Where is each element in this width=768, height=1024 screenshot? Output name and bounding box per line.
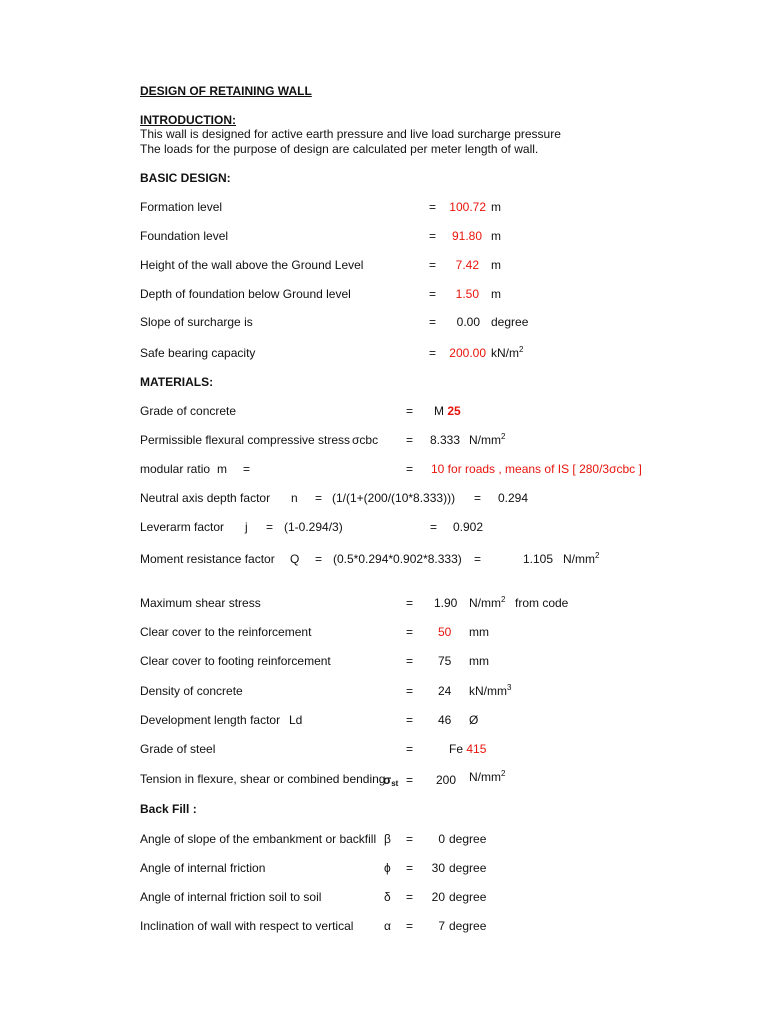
neutral-formula: (1/(1+(200/(10*8.333))) — [332, 491, 456, 505]
unit-superscript: 2 — [501, 595, 506, 604]
steel-label: Grade of steel — [140, 742, 216, 756]
alpha-value: 7 — [438, 919, 445, 933]
phi-value: 30 — [431, 861, 445, 875]
dev-unit: Ø — [469, 713, 479, 727]
equals-sign: = — [406, 654, 414, 668]
unit-text: N/mm — [469, 433, 501, 447]
phi-unit: degree — [449, 861, 487, 875]
sbc-unit — [491, 346, 523, 360]
equals-sign: = — [406, 404, 414, 418]
modular-label: modular ratio — [140, 462, 211, 476]
shear-value: 1.90 — [434, 596, 458, 610]
moment-label: Moment resistance factor — [140, 552, 275, 566]
neutral-label: Neutral axis depth factor — [140, 491, 271, 505]
basic-design-heading: BASIC DESIGN: — [140, 171, 231, 185]
equals-sign: = — [406, 462, 414, 476]
pfcs-unit — [469, 433, 505, 447]
depth-value: 1.50 — [455, 287, 479, 301]
equals-sign: = — [406, 596, 414, 610]
density-unit — [469, 684, 511, 698]
equals-sign: = — [429, 200, 437, 214]
depth-label: Depth of foundation below Ground level — [140, 287, 351, 301]
moment-value: 1.105 — [523, 552, 554, 566]
grade-number: 25 — [447, 404, 461, 418]
pfcs-value: 8.333 — [430, 433, 461, 447]
dev-symbol: Ld — [289, 713, 303, 727]
unit-superscript: 2 — [501, 769, 506, 778]
intro-line-1: This wall is designed for active earth pressure and live load surcharge pressure — [140, 127, 561, 141]
beta-value: 0 — [438, 832, 445, 846]
height-label: Height of the wall above the Ground Level — [140, 258, 364, 272]
slope-label: Slope of surcharge is — [140, 315, 253, 329]
shear-unit — [469, 596, 505, 610]
alpha-symbol: α — [384, 919, 391, 933]
equals-sign: = — [406, 773, 414, 787]
equals-sign: = — [429, 229, 437, 243]
phi-symbol: ϕ — [384, 861, 391, 875]
modular-symbol: m — [217, 462, 227, 476]
unit-text: kN/mm — [469, 684, 507, 698]
equals-sign: = — [430, 520, 438, 534]
footcover-unit: mm — [469, 654, 489, 668]
backfill-heading: Back Fill : — [140, 802, 197, 816]
beta-label: Angle of slope of the embankment or backfill — [140, 832, 377, 846]
cover-unit: mm — [469, 625, 489, 639]
equals-sign: = — [406, 713, 414, 727]
grade-concrete-label: Grade of concrete — [140, 404, 237, 418]
pfcs-label: Permissible flexural compressive stress — [140, 433, 351, 447]
delta-label: Angle of internal friction soil to soil — [140, 890, 322, 904]
beta-symbol: β — [384, 832, 391, 846]
foundation-value: 91.80 — [451, 229, 482, 243]
equals-sign: = — [315, 491, 323, 505]
foundation-unit: m — [491, 229, 501, 243]
equals-sign: = — [406, 684, 414, 698]
alpha-unit: degree — [449, 919, 487, 933]
equals-sign: = — [406, 832, 414, 846]
unit-superscript: 2 — [595, 551, 600, 560]
document-title: DESIGN OF RETAINING WALL — [140, 84, 312, 98]
equals-sign: = — [474, 552, 482, 566]
shear-label: Maximum shear stress — [140, 596, 261, 610]
steel-prefix: Fe — [449, 742, 464, 756]
equals-sign: = — [406, 742, 414, 756]
sbc-label: Safe bearing capacity — [140, 346, 256, 360]
unit-text: kN/m — [491, 346, 519, 360]
tension-symbol — [383, 773, 398, 787]
equals-sign: = — [315, 552, 323, 566]
symbol-subscript: st — [391, 779, 399, 788]
equals-sign: = — [406, 919, 414, 933]
lever-label: Leverarm factor — [140, 520, 225, 534]
equals-sign: = — [429, 287, 437, 301]
grade-prefix: M — [434, 404, 444, 418]
equals-sign: = — [243, 462, 251, 476]
footcover-label: Clear cover to footing reinforcement — [140, 654, 331, 668]
sigma-symbol: σ — [383, 773, 392, 787]
delta-unit: degree — [449, 890, 487, 904]
equals-sign: = — [406, 861, 414, 875]
sbc-value: 200.00 — [449, 346, 486, 360]
unit-superscript: 2 — [519, 345, 524, 354]
alpha-label: Inclination of wall with respect to vertical — [140, 919, 354, 933]
equals-sign: = — [474, 491, 482, 505]
height-unit: m — [491, 258, 501, 272]
dev-label: Development length factor — [140, 713, 281, 727]
unit-superscript: 3 — [507, 683, 512, 692]
equals-sign: = — [406, 433, 414, 447]
steel-value — [449, 742, 486, 756]
cover-label: Clear cover to the reinforcement — [140, 625, 312, 639]
slope-unit: degree — [491, 315, 529, 329]
formation-value: 100.72 — [449, 200, 486, 214]
slope-value: 0.00 — [456, 315, 480, 329]
equals-sign: = — [429, 258, 437, 272]
delta-symbol: δ — [384, 890, 391, 904]
tension-label: Tension in flexure, shear or combined bending — [140, 772, 386, 786]
neutral-symbol: n — [291, 491, 298, 505]
moment-formula: (0.5*0.294*0.902*8.333) — [333, 552, 462, 566]
beta-unit: degree — [449, 832, 487, 846]
cover-value: 50 — [438, 625, 452, 639]
dev-value: 46 — [438, 713, 452, 727]
tension-value: 200 — [436, 773, 457, 787]
equals-sign: = — [429, 346, 437, 360]
equals-sign: = — [406, 625, 414, 639]
grade-concrete-value — [434, 404, 461, 418]
lever-formula: (1-0.294/3) — [284, 520, 343, 534]
lever-value: 0.902 — [453, 520, 484, 534]
intro-line-2: The loads for the purpose of design are calculated per meter length of wall. — [140, 142, 539, 156]
phi-label: Angle of internal friction — [140, 861, 266, 875]
lever-symbol: j — [245, 520, 248, 534]
density-label: Density of concrete — [140, 684, 243, 698]
equals-sign: = — [266, 520, 274, 534]
tension-unit — [469, 770, 505, 784]
foundation-label: Foundation level — [140, 229, 229, 243]
moment-unit — [563, 552, 599, 566]
unit-text: N/mm — [469, 770, 501, 784]
delta-value: 20 — [431, 890, 445, 904]
shear-note: from code — [515, 596, 569, 610]
modular-value: 10 for roads , means of IS [ 280/3σcbc ] — [431, 462, 642, 476]
pfcs-symbol: σcbc — [352, 433, 379, 447]
unit-text: N/mm — [563, 552, 595, 566]
neutral-value: 0.294 — [498, 491, 529, 505]
intro-heading: INTRODUCTION: — [140, 113, 236, 127]
unit-superscript: 2 — [501, 432, 506, 441]
equals-sign: = — [406, 890, 414, 904]
height-value: 7.42 — [455, 258, 479, 272]
steel-number: 415 — [466, 742, 487, 756]
formation-label: Formation level — [140, 200, 223, 214]
density-value: 24 — [438, 684, 452, 698]
depth-unit: m — [491, 287, 501, 301]
materials-heading: MATERIALS: — [140, 375, 214, 389]
equals-sign: = — [429, 315, 437, 329]
moment-symbol: Q — [290, 552, 300, 566]
unit-text: N/mm — [469, 596, 501, 610]
formation-unit: m — [491, 200, 501, 214]
footcover-value: 75 — [438, 654, 452, 668]
